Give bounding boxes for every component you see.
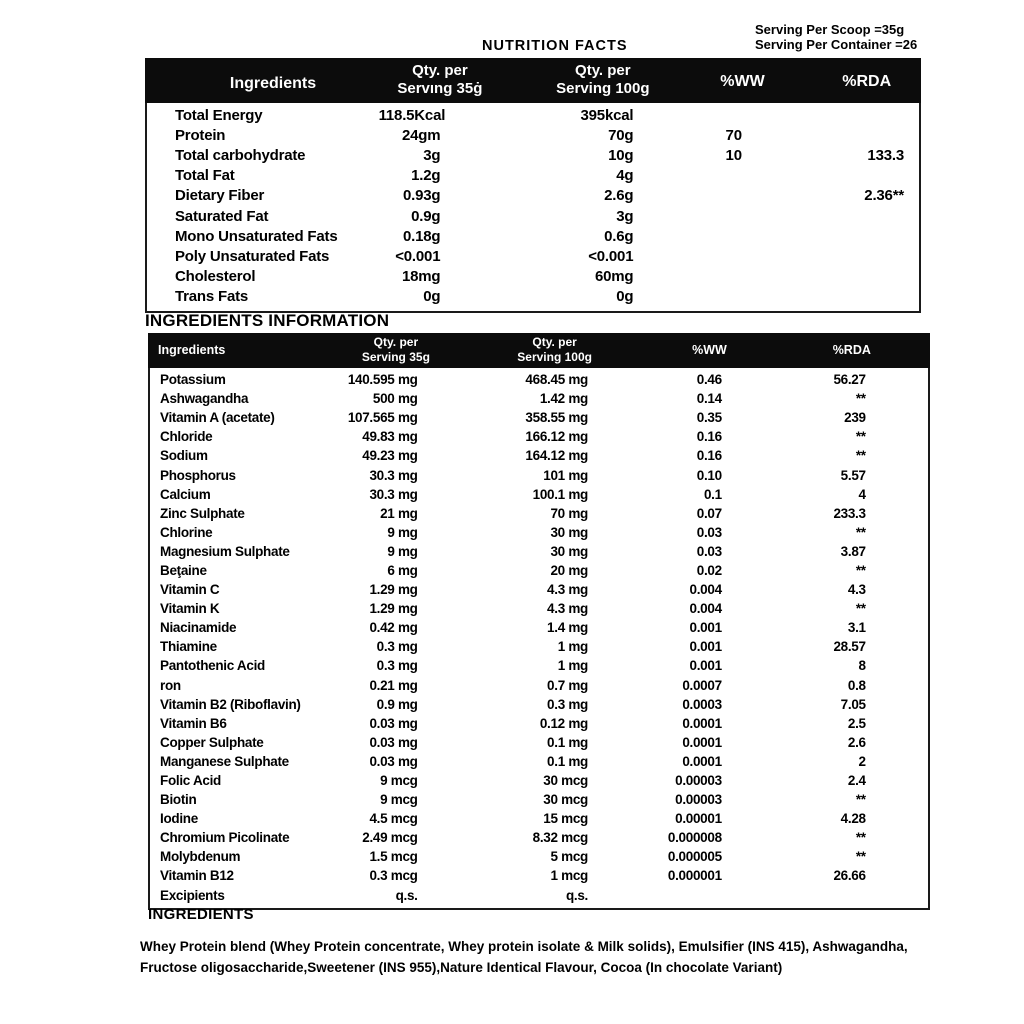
- cell-qty100: 8.32 mcg: [532, 830, 588, 846]
- cell-qty35: 0.03 mg: [369, 753, 418, 769]
- cell-qty100: 1.4 mg: [547, 620, 588, 636]
- cell-qty35: 30.3 mg: [369, 467, 418, 483]
- table-row: [150, 676, 928, 695]
- cell-qty35: 0g: [423, 288, 441, 306]
- cell-rda: 28.57: [833, 639, 866, 655]
- table-row: [150, 370, 928, 389]
- cell-qty35: <0.001: [395, 247, 441, 265]
- cell-ingredient-name: Cholesterol: [175, 268, 256, 286]
- cell-ww: 0.00003: [675, 792, 722, 808]
- cell-ww: 0.0007: [682, 677, 722, 693]
- cell-qty35: 1.2g: [411, 167, 441, 185]
- cell-qty35: 0.9g: [411, 207, 441, 225]
- cell-rda: **: [855, 562, 866, 578]
- cell-ww: 0.00003: [675, 773, 722, 789]
- cell-qty100: 0.3 mg: [547, 696, 588, 712]
- cell-ww: 0.03: [696, 543, 722, 559]
- cell-qty35: 0.03 mg: [369, 734, 418, 750]
- cell-ingredient-name: Sodium: [160, 448, 208, 464]
- cell-rda: 8: [858, 658, 866, 674]
- table-row: [150, 542, 928, 561]
- cell-ww: 0.00001: [675, 811, 722, 827]
- cell-qty35: 140.595 mg: [347, 372, 418, 388]
- cell-ingredient-name: Poly Unsaturated Fats: [175, 247, 330, 265]
- cell-qty35: 9 mg: [387, 543, 418, 559]
- cell-ingredient-name: ron: [160, 677, 181, 693]
- table-row: [147, 166, 919, 186]
- table-row: [150, 809, 928, 828]
- cell-rda: 4: [858, 486, 866, 502]
- cell-ingredient-name: Phosphorus: [160, 467, 236, 483]
- cell-qty100: 358.55 mg: [525, 410, 588, 426]
- table-row: [150, 618, 928, 637]
- table-row: [150, 771, 928, 790]
- table-row: [150, 408, 928, 427]
- cell-ww: 0.001: [689, 658, 722, 674]
- ingredients-information-body: [148, 368, 930, 910]
- cell-ww: 0.0003: [682, 696, 722, 712]
- cell-rda: 7.05: [840, 696, 866, 712]
- cell-qty35: 1.29 mg: [369, 601, 418, 617]
- cell-qty100: 1 mg: [557, 639, 588, 655]
- cell-ingredient-name: Pantothenic Acid: [160, 658, 265, 674]
- cell-ingredient-name: Niacinamide: [160, 620, 237, 636]
- cell-qty35: 4.5 mcg: [369, 811, 418, 827]
- nutrition-facts-body: [145, 103, 921, 313]
- cell-qty35: 9 mcg: [380, 792, 418, 808]
- cell-qty100: 0.12 mg: [539, 715, 588, 731]
- cell-ww: 0.46: [696, 372, 722, 388]
- serving-per-container: Serving Per Container =26: [755, 37, 918, 52]
- nutrition-facts-header: [145, 58, 921, 103]
- cell-ingredient-name: Trans Fats: [175, 288, 249, 306]
- cell-rda: **: [855, 429, 866, 445]
- cell-rda: 56.27: [833, 372, 866, 388]
- cell-qty35: 0.9 mg: [376, 696, 418, 712]
- cell-qty100: 4.3 mg: [547, 601, 588, 617]
- cell-ingredient-name: Zinc Sulphate: [160, 505, 245, 521]
- cell-ingredient-name: Molybdenum: [160, 849, 241, 865]
- cell-qty35: 118.5Kcal: [378, 106, 446, 124]
- ingredients-text: Whey Protein blend (Whey Protein concentrate, Whey protein isolate & Milk solids), Emulsifier (INS 415), Ashwagandha, Fructose oligosaccharide,Sweetener (INS 955),Nature Identical Flavour, Cocoa (In chocolate Variant): [140, 939, 908, 975]
- table-row: [150, 504, 928, 523]
- header-qty-per-serving-35g: Qty. per Servıng 35ġ: [397, 62, 483, 97]
- table-row: [150, 752, 928, 771]
- cell-ww: 0.0001: [682, 753, 722, 769]
- cell-rda: 2.4: [847, 773, 866, 789]
- table-row: [147, 267, 919, 287]
- cell-ingredient-name: Vitamin B6: [160, 715, 227, 731]
- nutrition-facts-table: [145, 58, 921, 313]
- cell-rda: 3.87: [840, 543, 866, 559]
- cell-qty100: 4g: [616, 167, 634, 185]
- cell-ww: 0.0001: [682, 715, 722, 731]
- table-row: [150, 847, 928, 866]
- page-title: NUTRITION FACTS: [482, 38, 628, 54]
- cell-ingredient-name: Calcium: [160, 486, 211, 502]
- cell-qty100: 30 mg: [550, 543, 588, 559]
- cell-ww: 0.03: [696, 524, 722, 540]
- table-row: [150, 561, 928, 580]
- cell-rda: 2.6: [847, 734, 866, 750]
- cell-ww: 0.0001: [682, 734, 722, 750]
- ingredients-heading: INGREDIENTS: [148, 906, 254, 923]
- cell-rda: 3.1: [847, 620, 866, 636]
- cell-ingredient-name: Thiamine: [160, 639, 217, 655]
- cell-rda: 2.5: [847, 715, 866, 731]
- cell-qty35: 1.5 mcg: [369, 849, 418, 865]
- cell-qty35: 49.23 mg: [362, 448, 418, 464]
- cell-qty100: 70 mg: [550, 505, 588, 521]
- cell-qty100: 3g: [616, 207, 634, 225]
- cell-qty100: 30 mcg: [543, 792, 588, 808]
- cell-ww: 0.004: [689, 582, 722, 598]
- cell-qty35: q.s.: [395, 887, 418, 903]
- cell-ingredient-name: Total Energy: [175, 106, 263, 124]
- cell-ingredient-name: Magnesium Sulphate: [160, 543, 290, 559]
- cell-rda: **: [855, 524, 866, 540]
- cell-qty35: 18mg: [401, 268, 441, 286]
- cell-rda: **: [855, 792, 866, 808]
- cell-rda: **: [855, 448, 866, 464]
- cell-ingredient-name: Chloride: [160, 429, 213, 445]
- cell-qty35: 6 mg: [387, 562, 418, 578]
- cell-ww: 0.001: [689, 620, 722, 636]
- table-row: [150, 656, 928, 675]
- table-row: [150, 523, 928, 542]
- cell-qty100: 100.1 mg: [532, 486, 588, 502]
- cell-rda: **: [855, 601, 866, 617]
- cell-rda: 133.3: [867, 146, 904, 164]
- cell-qty100: 0.1 mg: [547, 734, 588, 750]
- header-ww: %WW: [692, 343, 727, 357]
- cell-rda: **: [855, 391, 866, 407]
- cell-ingredient-name: Protein: [175, 126, 226, 144]
- cell-qty100: 0.6g: [604, 227, 634, 245]
- table-row: [147, 186, 919, 206]
- cell-qty35: 0.42 mg: [369, 620, 418, 636]
- header-rda: %RDA: [832, 343, 871, 357]
- serving-note: [755, 22, 917, 52]
- cell-qty35: 0.3 mg: [376, 639, 418, 655]
- cell-ingredient-name: Ashwagandha: [160, 391, 249, 407]
- cell-qty35: 9 mcg: [380, 773, 418, 789]
- cell-ingredient-name: Biotin: [160, 792, 197, 808]
- table-row: [150, 485, 928, 504]
- header-ingredients: Ingredients: [158, 343, 226, 357]
- header-ww: %WW: [720, 73, 765, 90]
- cell-ww: 0.000001: [667, 868, 722, 884]
- cell-qty100: 468.45 mg: [525, 372, 588, 388]
- table-row: [150, 695, 928, 714]
- table-row: [147, 145, 919, 165]
- header-qty-per-serving-35g: Qty. per Serving 35g: [361, 335, 430, 364]
- cell-ingredient-name: Vitamin A (acetate): [160, 410, 275, 426]
- cell-ww: 10: [725, 146, 742, 164]
- cell-qty35: 2.49 mcg: [362, 830, 418, 846]
- cell-ww: 0.07: [696, 505, 722, 521]
- cell-ingredient-name: Chlorine: [160, 524, 213, 540]
- cell-qty100: 0.1 mg: [547, 753, 588, 769]
- cell-ingredient-name: Total carbohydrate: [175, 146, 306, 164]
- cell-ingredient-name: Manganese Sulphate: [160, 753, 289, 769]
- cell-qty100: 395kcal: [580, 106, 634, 124]
- cell-rda: 5.57: [840, 467, 866, 483]
- cell-ww: 70: [725, 126, 742, 144]
- cell-ingredient-name: Excipients: [160, 887, 225, 903]
- cell-rda: 4.3: [847, 582, 866, 598]
- cell-ingredient-name: Saturated Fat: [175, 207, 269, 225]
- cell-ww: 0.16: [696, 429, 722, 445]
- cell-qty100: 10g: [608, 146, 634, 164]
- cell-ingredient-name: Vitamin K: [160, 601, 220, 617]
- table-row: [150, 886, 928, 905]
- cell-qty100: 166.12 mg: [525, 429, 588, 445]
- cell-ww: 0.02: [696, 562, 722, 578]
- table-row: [150, 465, 928, 484]
- cell-qty35: 3g: [423, 146, 441, 164]
- cell-qty35: 9 mg: [387, 524, 418, 540]
- table-row: [147, 226, 919, 246]
- cell-qty35: 0.3 mcg: [369, 868, 418, 884]
- cell-ingredient-name: Copper Sulphate: [160, 734, 264, 750]
- table-row: [147, 246, 919, 266]
- cell-rda: **: [855, 849, 866, 865]
- cell-ingredient-name: Potassium: [160, 372, 226, 388]
- cell-ingredient-name: Iodine: [160, 811, 198, 827]
- cell-rda: 2: [858, 753, 866, 769]
- cell-qty35: 500 mg: [372, 391, 418, 407]
- cell-ww: 0.001: [689, 639, 722, 655]
- cell-qty100: 30 mcg: [543, 773, 588, 789]
- cell-rda: **: [855, 830, 866, 846]
- cell-rda: 2.36**: [864, 187, 904, 205]
- ingredients-information-header: [148, 333, 930, 368]
- cell-ingredient-name: Total Fat: [175, 167, 235, 185]
- header-rda: %RDA: [842, 73, 892, 90]
- cell-ingredient-name: Mono Unsaturated Fats: [175, 227, 338, 245]
- table-row: [150, 790, 928, 809]
- cell-ww: 0.000005: [667, 849, 722, 865]
- table-row: [147, 287, 919, 307]
- cell-rda: 26.66: [833, 868, 866, 884]
- cell-qty100: 1 mg: [557, 658, 588, 674]
- cell-qty35: 30.3 mg: [369, 486, 418, 502]
- cell-ww: 0.1: [703, 486, 722, 502]
- cell-rda: 0.8: [847, 677, 866, 693]
- cell-ingredient-name: Chromium Picolinate: [160, 830, 290, 846]
- table-row: [150, 828, 928, 847]
- cell-ww: 0.000008: [667, 830, 722, 846]
- serving-per-scoop: Serving Per Scoop =35g: [755, 22, 905, 37]
- table-row: [147, 125, 919, 145]
- cell-qty35: 0.21 mg: [369, 677, 418, 693]
- table-row: [150, 446, 928, 465]
- cell-ingredient-name: Vitamin B12: [160, 868, 234, 884]
- cell-qty100: 164.12 mg: [525, 448, 588, 464]
- cell-rda: 233.3: [833, 505, 866, 521]
- table-row: [147, 206, 919, 226]
- table-row: [147, 105, 919, 125]
- cell-qty100: 1.42 mg: [539, 391, 588, 407]
- cell-qty100: 0.7 mg: [547, 677, 588, 693]
- cell-qty100: 2.6g: [604, 187, 634, 205]
- cell-qty100: q.s.: [565, 887, 588, 903]
- cell-ingredient-name: Folic Acid: [160, 773, 222, 789]
- cell-qty35: 107.565 mg: [347, 410, 418, 426]
- cell-ingredient-name: Dietary Fiber: [175, 187, 265, 205]
- header-qty-per-serving-100g: Qty. per Serving 100g: [517, 335, 592, 364]
- cell-qty35: 0.03 mg: [369, 715, 418, 731]
- cell-qty100: 15 mcg: [543, 811, 588, 827]
- cell-qty35: 0.18g: [402, 227, 441, 245]
- cell-qty100: 101 mg: [543, 467, 588, 483]
- cell-qty100: 0g: [616, 288, 634, 306]
- table-row: [150, 389, 928, 408]
- cell-qty100: 4.3 mg: [547, 582, 588, 598]
- table-row: [150, 427, 928, 446]
- cell-ww: 0.35: [696, 410, 722, 426]
- cell-qty100: 70g: [608, 126, 634, 144]
- cell-qty100: 5 mcg: [550, 849, 588, 865]
- header-ingredients: Ingredients: [229, 75, 317, 92]
- cell-ww: 0.004: [689, 601, 722, 617]
- cell-ingredient-name: Vitamin C: [160, 582, 220, 598]
- cell-rda: 4.28: [840, 811, 866, 827]
- cell-ww: 0.10: [696, 467, 722, 483]
- cell-ww: 0.16: [696, 448, 722, 464]
- cell-qty35: 24gm: [401, 126, 441, 144]
- cell-qty100: <0.001: [588, 247, 634, 265]
- table-row: [150, 714, 928, 733]
- cell-ingredient-name: Vitamin B2 (Riboflavin): [160, 696, 301, 712]
- ingredients-information-table: [148, 333, 930, 910]
- table-row: [150, 866, 928, 885]
- table-row: [150, 599, 928, 618]
- cell-ingredient-name: Beţaine: [160, 562, 207, 578]
- cell-rda: 239: [844, 410, 866, 426]
- cell-qty35: 49.83 mg: [362, 429, 418, 445]
- cell-qty100: 20 mg: [550, 562, 588, 578]
- cell-qty35: 1.29 mg: [369, 582, 418, 598]
- cell-qty35: 0.3 mg: [376, 658, 418, 674]
- table-row: [150, 733, 928, 752]
- cell-qty100: 60mg: [594, 268, 634, 286]
- table-row: [150, 637, 928, 656]
- header-qty-per-serving-100g: Qty. per Serving 100g: [556, 62, 650, 97]
- cell-qty100: 1 mcg: [550, 868, 588, 884]
- cell-qty35: 21 mg: [380, 505, 418, 521]
- cell-ww: 0.14: [696, 391, 722, 407]
- cell-qty100: 30 mg: [550, 524, 588, 540]
- cell-qty35: 0.93g: [402, 187, 441, 205]
- table-row: [150, 580, 928, 599]
- ingredients-information-heading: INGREDIENTS INFORMATION: [145, 311, 390, 330]
